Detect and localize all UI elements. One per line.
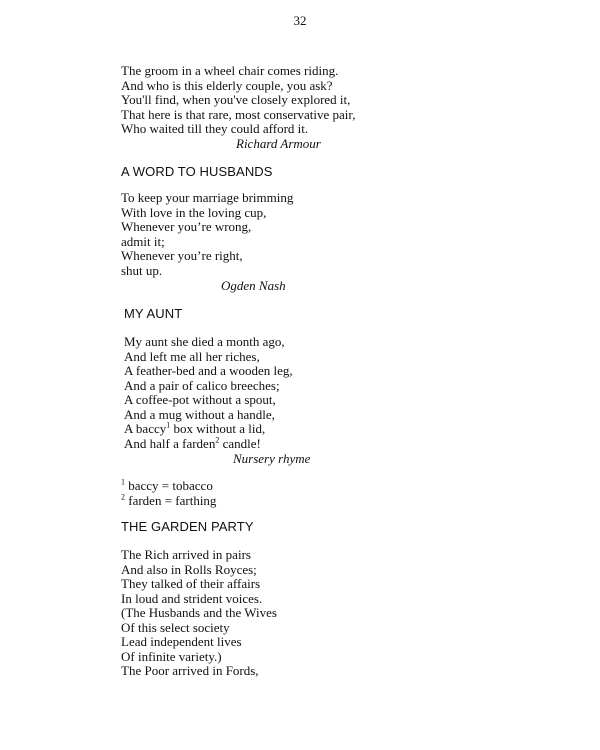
- poem-husbands-stanza: [121, 191, 293, 278]
- page-number: 32: [293, 13, 307, 28]
- poem-line: admit it;: [121, 233, 165, 249]
- line-text: candle!: [219, 435, 261, 451]
- footnote: [121, 479, 216, 494]
- poem-armour-stanza: [121, 64, 355, 137]
- footnote-marker: 1: [166, 420, 171, 430]
- poem-line: To keep your marriage brimming: [121, 190, 294, 205]
- poem-line: And left me all her riches,: [124, 348, 260, 364]
- poem-author: Ogden Nash: [221, 278, 286, 293]
- poem-line: shut up.: [121, 262, 163, 278]
- poem-line: My aunt she died a month ago,: [124, 334, 285, 349]
- poem-line: You'll find, when you've closely explored it,: [121, 92, 351, 107]
- poem-line: The groom in a wheel chair comes riding.: [121, 63, 339, 78]
- poem-line: Who waited till they could afford it.: [121, 121, 309, 136]
- poem-my-aunt-stanza: [124, 335, 293, 451]
- poem-line: That here is that rare, most conservative pair,: [121, 106, 356, 122]
- poem-line: Whenever you’re wrong,: [121, 219, 252, 234]
- footnote-marker: 2: [121, 492, 125, 502]
- poem-line: Of this select society: [121, 619, 230, 635]
- poem-line: [124, 422, 293, 437]
- poem-line: Lead independent lives: [121, 634, 242, 649]
- poem-title: THE GARDEN PARTY: [121, 519, 254, 534]
- poem-line: Of infinite variety.): [121, 648, 222, 664]
- poem-line: Whenever you’re right,: [121, 248, 243, 263]
- poem-author: Richard Armour: [236, 136, 321, 151]
- poem-line: A feather-bed and a wooden leg,: [124, 363, 293, 378]
- poem-line: A coffee-pot without a spout,: [124, 392, 276, 407]
- footnote-text: farden = farthing: [125, 492, 217, 508]
- poem-title: MY AUNT: [124, 306, 183, 321]
- poem-line: And also in Rolls Royces;: [121, 561, 257, 577]
- poem-line: They talked of their affairs: [121, 576, 261, 591]
- poem-title: A WORD TO HUSBANDS: [121, 164, 273, 179]
- poem-line: The Rich arrived in pairs: [121, 547, 251, 562]
- poem-line: The Poor arrived in Fords,: [121, 663, 259, 678]
- poem-line: And a mug without a handle,: [124, 406, 275, 422]
- footnote-text: baccy = tobacco: [125, 478, 213, 493]
- poem-line: [124, 437, 293, 452]
- poem-line: In loud and strident voices.: [121, 590, 263, 606]
- poem-line: With love in the loving cup,: [121, 204, 267, 220]
- line-text: And half a farden: [124, 435, 216, 451]
- footnote-marker: 1: [121, 477, 125, 487]
- poem-line: And a pair of calico breeches;: [124, 377, 280, 393]
- footnote-marker: 2: [215, 435, 220, 445]
- line-text: A baccy: [124, 421, 167, 436]
- poem-line: And who is this elderly couple, you ask?: [121, 77, 333, 93]
- poem-line: (The Husbands and the Wives: [121, 605, 277, 620]
- poem-garden-party-stanza: [121, 548, 277, 679]
- footnote: [121, 494, 216, 509]
- poem-author: Nursery rhyme: [233, 451, 311, 466]
- footnotes: [121, 479, 216, 508]
- line-text: box without a lid,: [170, 421, 266, 436]
